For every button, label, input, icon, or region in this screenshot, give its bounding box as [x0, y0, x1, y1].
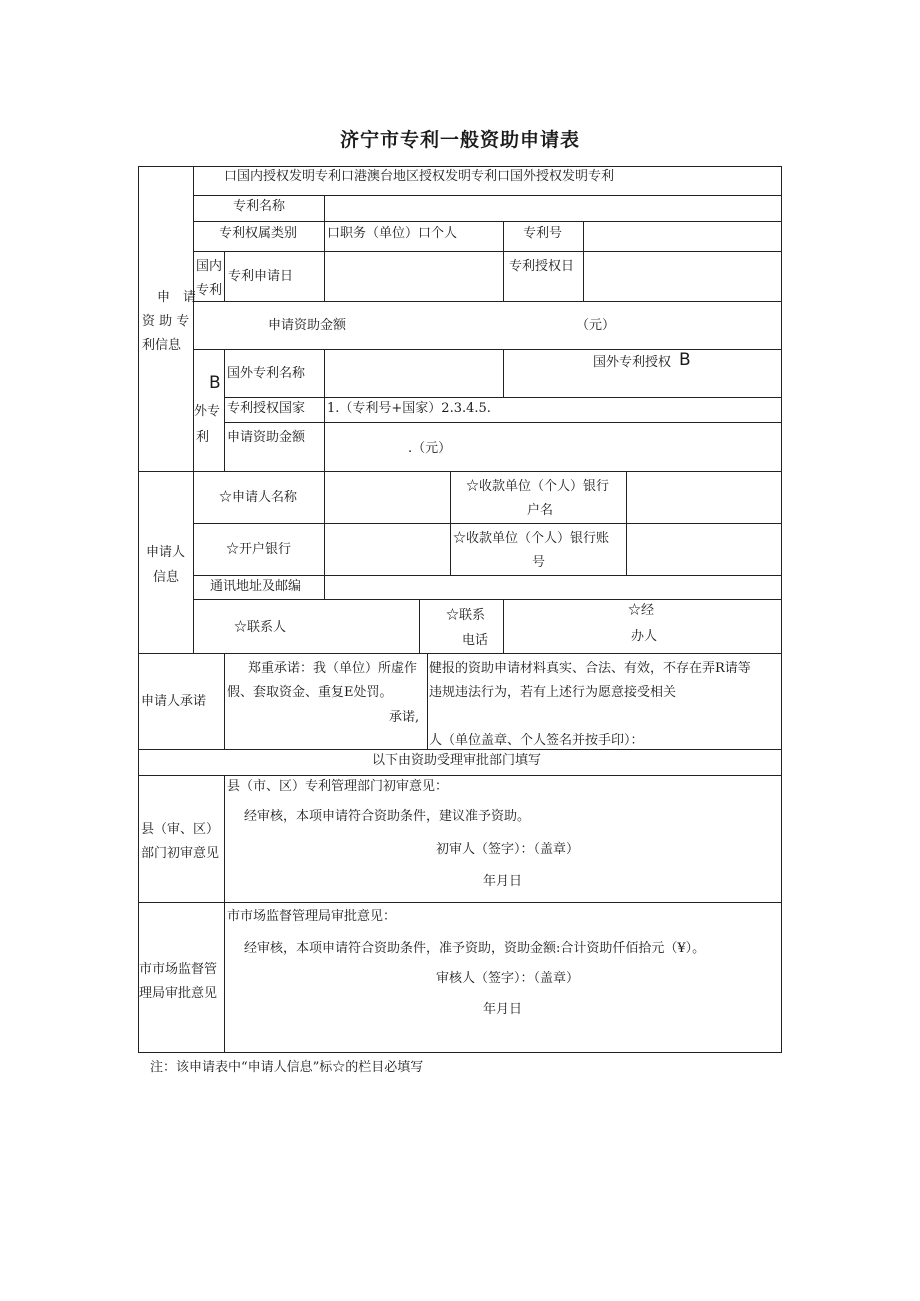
county-review-body: 经审核，本项申请符合资助条件，建议准予资助。: [244, 809, 531, 824]
foreign-name-label: 国外专利名称: [227, 366, 306, 381]
domestic-label-1: 国内: [196, 259, 223, 274]
section-patent-label-3: 利信息: [142, 338, 182, 353]
county-review-label-2: 部门初审意见: [141, 846, 220, 861]
section-applicant-label-2: 信息: [153, 570, 180, 585]
applicant-name-label: ☆申请人名称: [219, 490, 298, 505]
city-approval-heading: 市市场监督管理局审批意见：: [227, 909, 397, 924]
county-review-label-1: 县（审、区）: [141, 822, 220, 837]
city-approval-date: 年月日: [483, 1002, 523, 1017]
contact-label: ☆联系人: [234, 620, 287, 635]
city-approval-body: 经审核，本项申请符合资助条件，准予资助，资助金额:合计资助仟佰拾元（¥）。: [244, 941, 706, 956]
commitment-line-1a: 郑重承诺：我（单位）所虚作: [248, 661, 418, 676]
foreign-amount-unit: .（元）: [408, 441, 452, 456]
address-label: 通讯地址及邮编: [210, 579, 302, 594]
payee-account-label-2: 号: [532, 555, 546, 570]
payee-account-label-1: ☆收款单位（个人）银行账: [453, 531, 610, 546]
ownership-checkboxes[interactable]: 口职务（单位）口个人: [327, 226, 458, 241]
grant-country-value[interactable]: 1.（专利号+国家）2.3.4.5.: [327, 401, 491, 416]
commitment-signature-line: 人（单位盖章、个人签名并按手印）：: [429, 733, 644, 748]
amount-label: 申请资助金额: [268, 318, 347, 333]
domestic-label-2: 专利: [196, 283, 223, 298]
commitment-label: 申请人承诺: [141, 694, 207, 709]
section-patent-label-2: 资 助 专: [142, 314, 190, 329]
bank-label: ☆开户银行: [226, 542, 292, 557]
commitment-line-2a: 假、套取资金、重复E处罚。: [227, 685, 393, 700]
city-approval-label-1: 市市场监督管: [139, 962, 218, 977]
foreign-grant-mark: B: [679, 350, 691, 370]
foreign-label-1: 外专: [194, 404, 221, 419]
phone-label-2: 电话: [462, 633, 489, 648]
commitment-line-2b: 违规违法行为，若有上述行为愿意接受相关: [429, 685, 677, 700]
patent-no-label: 专利号: [523, 226, 563, 241]
form-title: 济宁市专利一般资助申请表: [339, 129, 580, 151]
handler-label-2: 办人: [631, 629, 658, 644]
foreign-mark: B: [209, 373, 221, 393]
foreign-label-2: 利: [196, 430, 210, 445]
ownership-label: 专利权属类别: [219, 226, 298, 241]
section-patent-label-1: 申 请: [157, 290, 197, 305]
patent-type-checkboxes[interactable]: 口国内授权发明专利口港澳台地区授权发明专利口国外授权发明专利: [224, 169, 615, 184]
commitment-line-1b: 健报的资助申请材料真实、合法、有效，不存在弄R请等: [429, 661, 751, 676]
payee-name-label-2: 户名: [527, 503, 554, 518]
patent-name-label: 专利名称: [233, 199, 286, 214]
grant-date-label: 专利授权日: [509, 259, 575, 274]
grant-country-label: 专利授权国家: [227, 401, 306, 416]
section-applicant-label-1: 申请人: [146, 545, 186, 560]
county-review-date: 年月日: [483, 874, 523, 889]
apply-date-label: 专利申请日: [228, 269, 294, 284]
county-review-heading: 县（市、区）专利管理部门初审意见：: [227, 779, 449, 794]
handler-label-1: ☆经: [628, 603, 655, 618]
amount-unit: （元）: [576, 318, 616, 333]
footnote: 注：该申请表中“申请人信息”标☆的栏目必填写: [150, 1060, 424, 1075]
county-reviewer-sign: 初审人（签字）：（盖章）: [436, 842, 580, 857]
department-header: 以下由资助受理审批部门填写: [372, 753, 542, 768]
payee-name-label-1: ☆收款单位（个人）银行: [466, 479, 610, 494]
city-reviewer-sign: 审核人（签字）：（盖章）: [436, 971, 580, 986]
foreign-amount-label: 申请资助金额: [227, 430, 306, 445]
foreign-grant-label: 国外专利授权: [593, 355, 672, 370]
phone-label-1: ☆联系: [446, 608, 486, 623]
commitment-line-3: 承诺,: [389, 710, 420, 725]
city-approval-label-2: 理局审批意见: [139, 986, 218, 1001]
